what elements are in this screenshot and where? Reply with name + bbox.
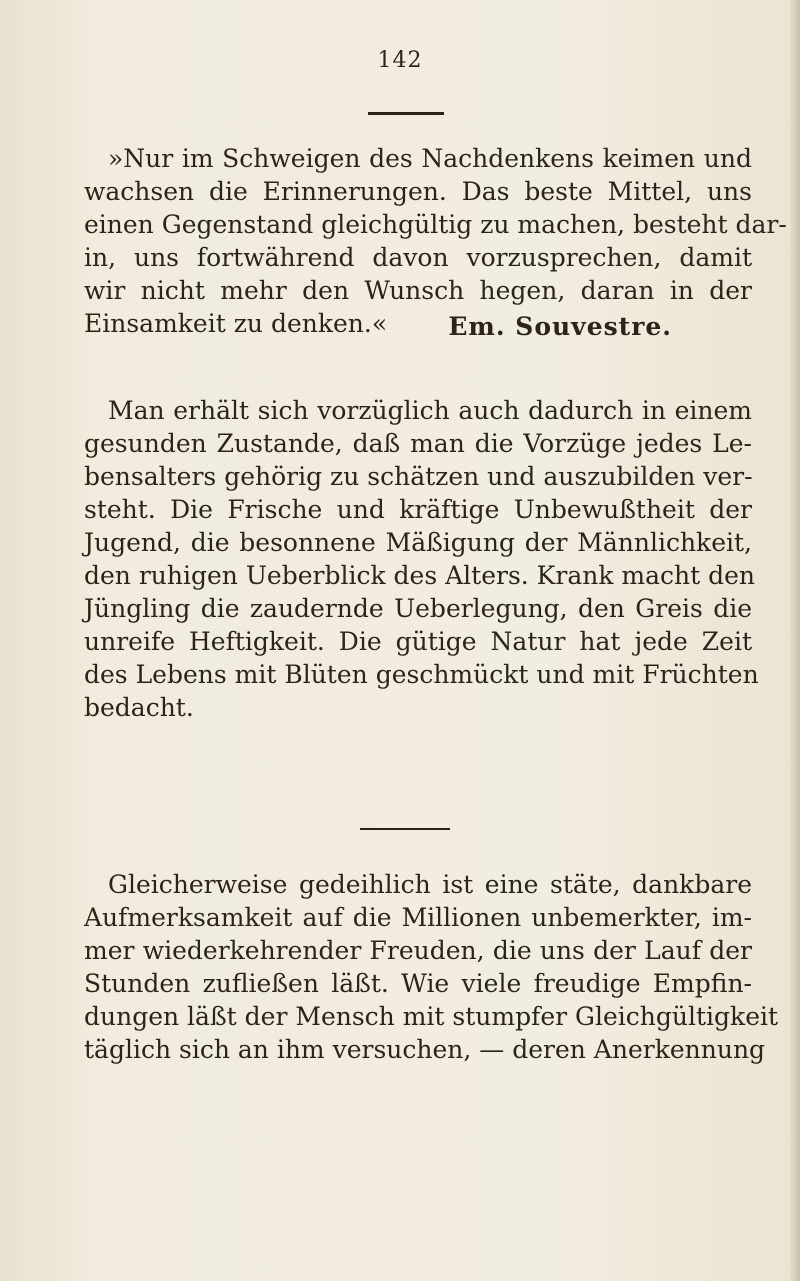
text-line: unreife Heftigkeit. Die gütige Natur hat jede Zeit <box>84 627 752 656</box>
text-line: des Lebens mit Blüten geschmückt und mit Früchten <box>84 660 759 689</box>
text-line: Man erhält sich vorzüglich auch dadurch in einem <box>108 396 752 425</box>
page-edge <box>790 0 800 1281</box>
text-line: einen Gegenstand gleichgültig zu machen, besteht dar- <box>84 210 787 239</box>
text-line: Einsamkeit zu denken.« <box>84 309 388 338</box>
text-line: den ruhigen Ueberblick des Alters. Krank macht den <box>84 561 756 590</box>
text-line: bensalters gehörig zu schätzen und auszubilden ver- <box>84 462 753 491</box>
text-line: mer wiederkehrender Freuden, die uns der Lauf der <box>84 936 752 965</box>
header-rule <box>368 112 444 115</box>
paragraph-health <box>84 394 759 724</box>
text-line: wir nicht mehr den Wunsch hegen, daran in der <box>84 276 752 305</box>
quote-signature: Em. Souvestre. <box>448 312 672 341</box>
text-line: dungen läßt der Mensch mit stumpfer Gleichgültigkeit <box>84 1002 779 1031</box>
paragraph-joys <box>84 868 779 1066</box>
page-number: 142 <box>377 48 423 73</box>
text-line: Stunden zufließen läßt. Wie viele freudige Empfin- <box>84 969 752 998</box>
text-line: Aufmerksamkeit auf die Millionen unbemerkter, im- <box>84 903 752 932</box>
text-line: gesunden Zustande, daß man die Vorzüge jedes Le- <box>84 429 752 458</box>
text-line: Jugend, die besonnene Mäßigung der Männlichkeit, <box>84 528 752 557</box>
text-line: wachsen die Erinnerungen. Das beste Mittel, uns <box>84 177 752 206</box>
text-line: in, uns fortwährend davon vorzusprechen, damit <box>84 243 752 272</box>
text-line: täglich sich an ihm versuchen, — deren Anerkennung <box>84 1035 766 1064</box>
quote-paragraph <box>84 142 787 340</box>
text-line: steht. Die Frische und kräftige Unbewußtheit der <box>84 495 752 524</box>
section-divider <box>360 828 450 830</box>
text-line: bedacht. <box>84 693 194 722</box>
text-line: Gleicherweise gedeihlich ist eine stäte, dankbare <box>108 870 752 899</box>
text-line: »Nur im Schweigen des Nachdenkens keimen und <box>108 144 752 173</box>
text-line: Jüngling die zaudernde Ueberlegung, den Greis die <box>84 594 752 623</box>
